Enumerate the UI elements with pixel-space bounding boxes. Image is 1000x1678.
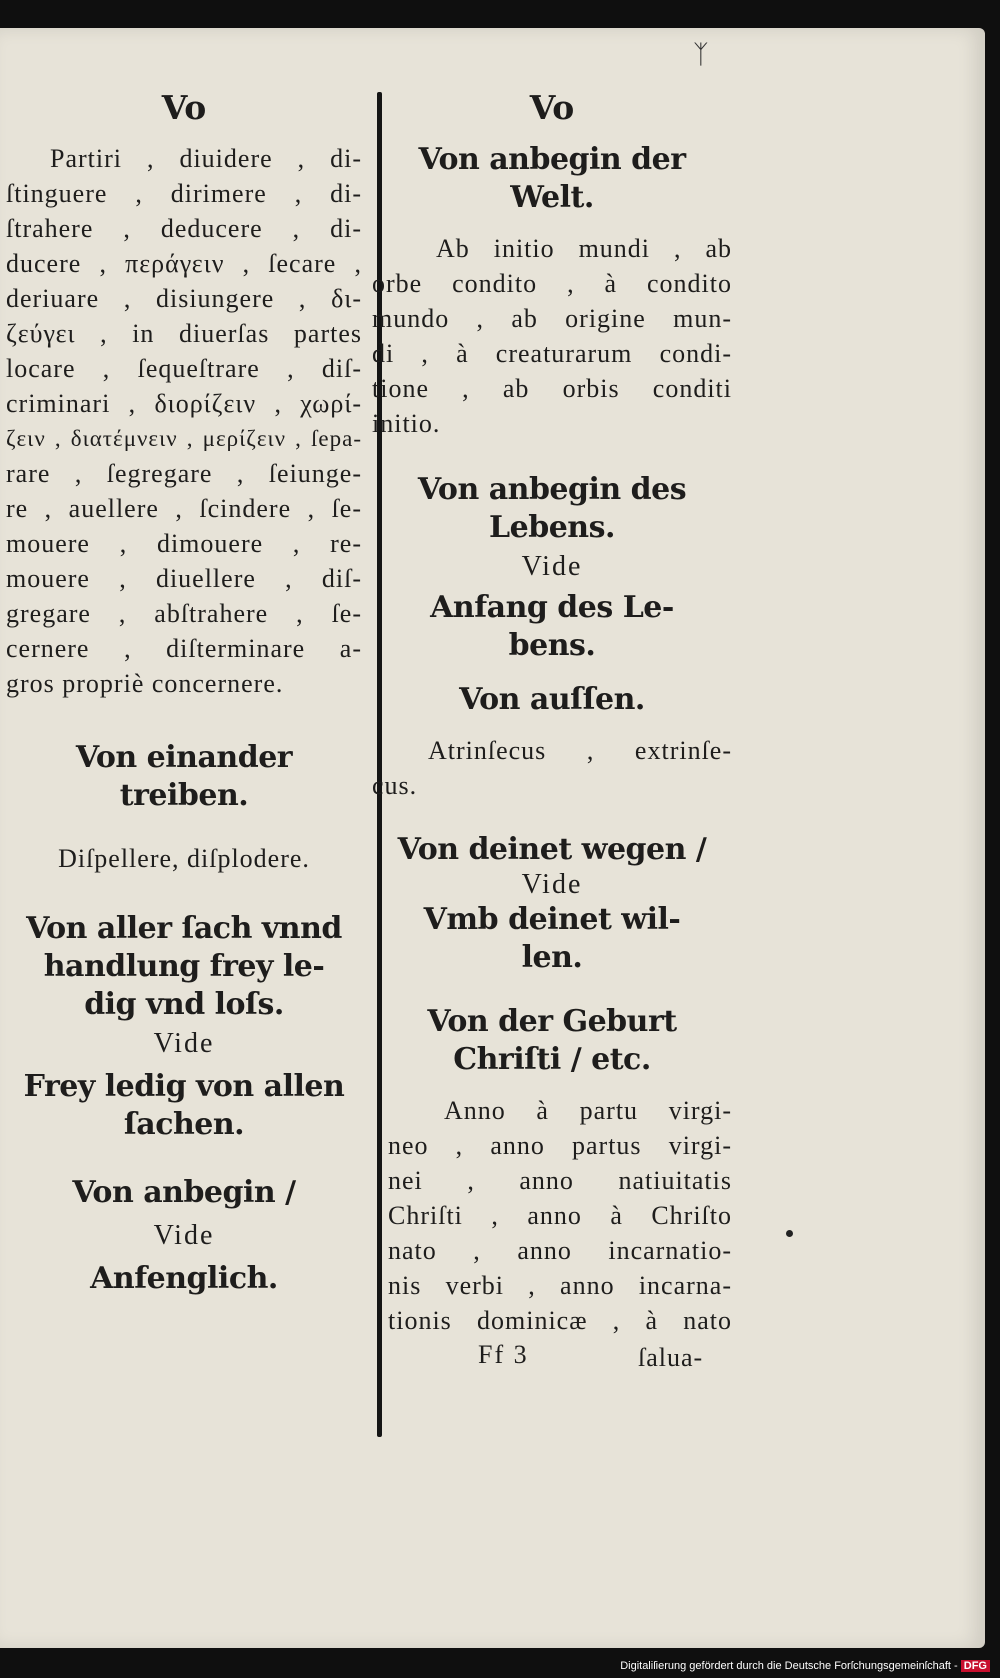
heading-line: bens.: [508, 628, 596, 663]
text-line: gros propriè concernere.: [6, 669, 284, 698]
heading-line: Lebens.: [489, 510, 615, 545]
entry-welt-heading: [372, 141, 732, 217]
heading-line: Von einander: [75, 740, 293, 775]
page-mark: ᛉ: [693, 40, 709, 70]
right-column: [372, 88, 732, 1376]
text-line: locare , ſequeſtrare , diſ-: [6, 354, 362, 383]
heading-line: Von anbegin der: [418, 142, 686, 177]
vide-label: Vide: [153, 1028, 215, 1059]
heading-line: Vmb deinet wil-: [423, 902, 681, 937]
ink-dot: [786, 1230, 793, 1237]
cross-reference-anfang: [372, 589, 732, 665]
text-line: re , auellere , ſcindere , ſe-: [6, 494, 362, 523]
entry-geburt-latin: [372, 1093, 732, 1338]
entry-aussen-latin: [372, 733, 732, 803]
text-line: Atrinſecus , extrinſe-: [428, 736, 732, 765]
text-line: mouere , dimouere , re-: [6, 529, 362, 558]
text-line: cus.: [372, 771, 418, 800]
vide-label: Vide: [521, 869, 583, 900]
left-column: [6, 88, 362, 1298]
entry-welt-latin: [372, 231, 732, 441]
heading-line: Chriſti / etc.: [453, 1042, 651, 1077]
text-line: ducere , περάγειν , ſecare ,: [6, 249, 362, 278]
text-line: neo , anno partus virgi-: [388, 1131, 732, 1160]
entry-anbegin-heading: Von anbegin /: [72, 1175, 296, 1210]
heading-line: ſachen.: [123, 1107, 245, 1142]
text-line: Chriſti , anno à Chriſto: [388, 1201, 732, 1230]
heading-line: len.: [521, 940, 583, 975]
text-line: rare , ſegregare , ſeiunge-: [6, 459, 362, 488]
text-line: cernere , diſterminare a-: [6, 634, 362, 663]
text-line: nato , anno incarnatio-: [388, 1236, 732, 1265]
text-line: ſtrahere , deducere , di-: [6, 214, 362, 243]
entry-aller-heading: [6, 910, 362, 1024]
cross-reference-anfenglich: Anfenglich.: [90, 1261, 278, 1296]
entry-partiri-latin: [6, 141, 362, 701]
text-line: orbe condito , à condito: [372, 269, 732, 298]
signature-mark: Ff 3: [478, 1340, 529, 1369]
text-line: gregare , abſtrahere , ſe-: [6, 599, 362, 628]
cross-reference-frey: [6, 1068, 362, 1144]
text-line: di , à creaturarum condi-: [372, 339, 732, 368]
text-line: tione , ab orbis conditi: [372, 374, 732, 403]
text-line: nis verbi , anno incarna-: [388, 1271, 732, 1300]
text-line: mundo , ab origine mun-: [372, 304, 732, 333]
heading-line: dig vnd loſs.: [84, 987, 284, 1022]
text-line: Ab initio mundi , ab: [436, 234, 732, 263]
entry-einander-heading: [6, 739, 362, 815]
heading-line: handlung frey le-: [43, 949, 325, 984]
heading-line: Welt.: [510, 180, 594, 215]
heading-line: Frey ledig von allen: [23, 1069, 345, 1104]
page-footer-line: [372, 1340, 732, 1376]
entry-geburt-heading: [372, 1003, 732, 1079]
digitization-footer: [620, 1660, 990, 1672]
text-line: Partiri , diuidere , di-: [50, 144, 362, 173]
text-line: deriuare , disiungere , δι-: [6, 284, 362, 313]
heading-line: Von anbegin des: [417, 472, 687, 507]
catchword: ſalua-: [638, 1343, 704, 1372]
dfg-logo: DFG: [961, 1660, 990, 1672]
entry-lebens-heading: [372, 471, 732, 547]
text-line: ζειν , διατέμνειν , μερίζειν , ſepa-: [6, 426, 362, 451]
cross-reference-vmb: [372, 901, 732, 977]
text-line: criminari , διορίζειν , χωρί-: [6, 389, 362, 418]
heading-line: Von aller ſach vnnd: [26, 911, 342, 946]
footer-text: Digitaliſierung gefördert durch die Deutsche Forſchungsgemeinſchaft -: [620, 1660, 958, 1672]
text-line: mouere , diuellere , diſ-: [6, 564, 362, 593]
text-line: tionis dominicæ , à nato: [388, 1306, 732, 1335]
text-line: Anno à partu virgi-: [444, 1096, 732, 1125]
text-line: ſtinguere , dirimere , di-: [6, 179, 362, 208]
entry-deinet-heading: Von deinet wegen /: [397, 832, 707, 867]
heading-line: Anfang des Le-: [430, 590, 674, 625]
text-line: ζεύγει , in diuerſas partes: [6, 319, 362, 348]
running-head-right: Vo: [529, 88, 575, 127]
text-line: nei , anno natiuitatis: [388, 1166, 732, 1195]
vide-label: Vide: [153, 1220, 215, 1251]
heading-line: Von der Geburt: [427, 1004, 677, 1039]
text-line: initio.: [372, 409, 441, 438]
entry-einander-latin: Diſpellere, diſplodere.: [58, 844, 310, 873]
running-head-left: Vo: [161, 88, 207, 127]
heading-line: treiben.: [119, 778, 249, 813]
vide-label: Vide: [521, 551, 583, 582]
entry-aussen-heading: Von auſſen.: [459, 682, 645, 717]
